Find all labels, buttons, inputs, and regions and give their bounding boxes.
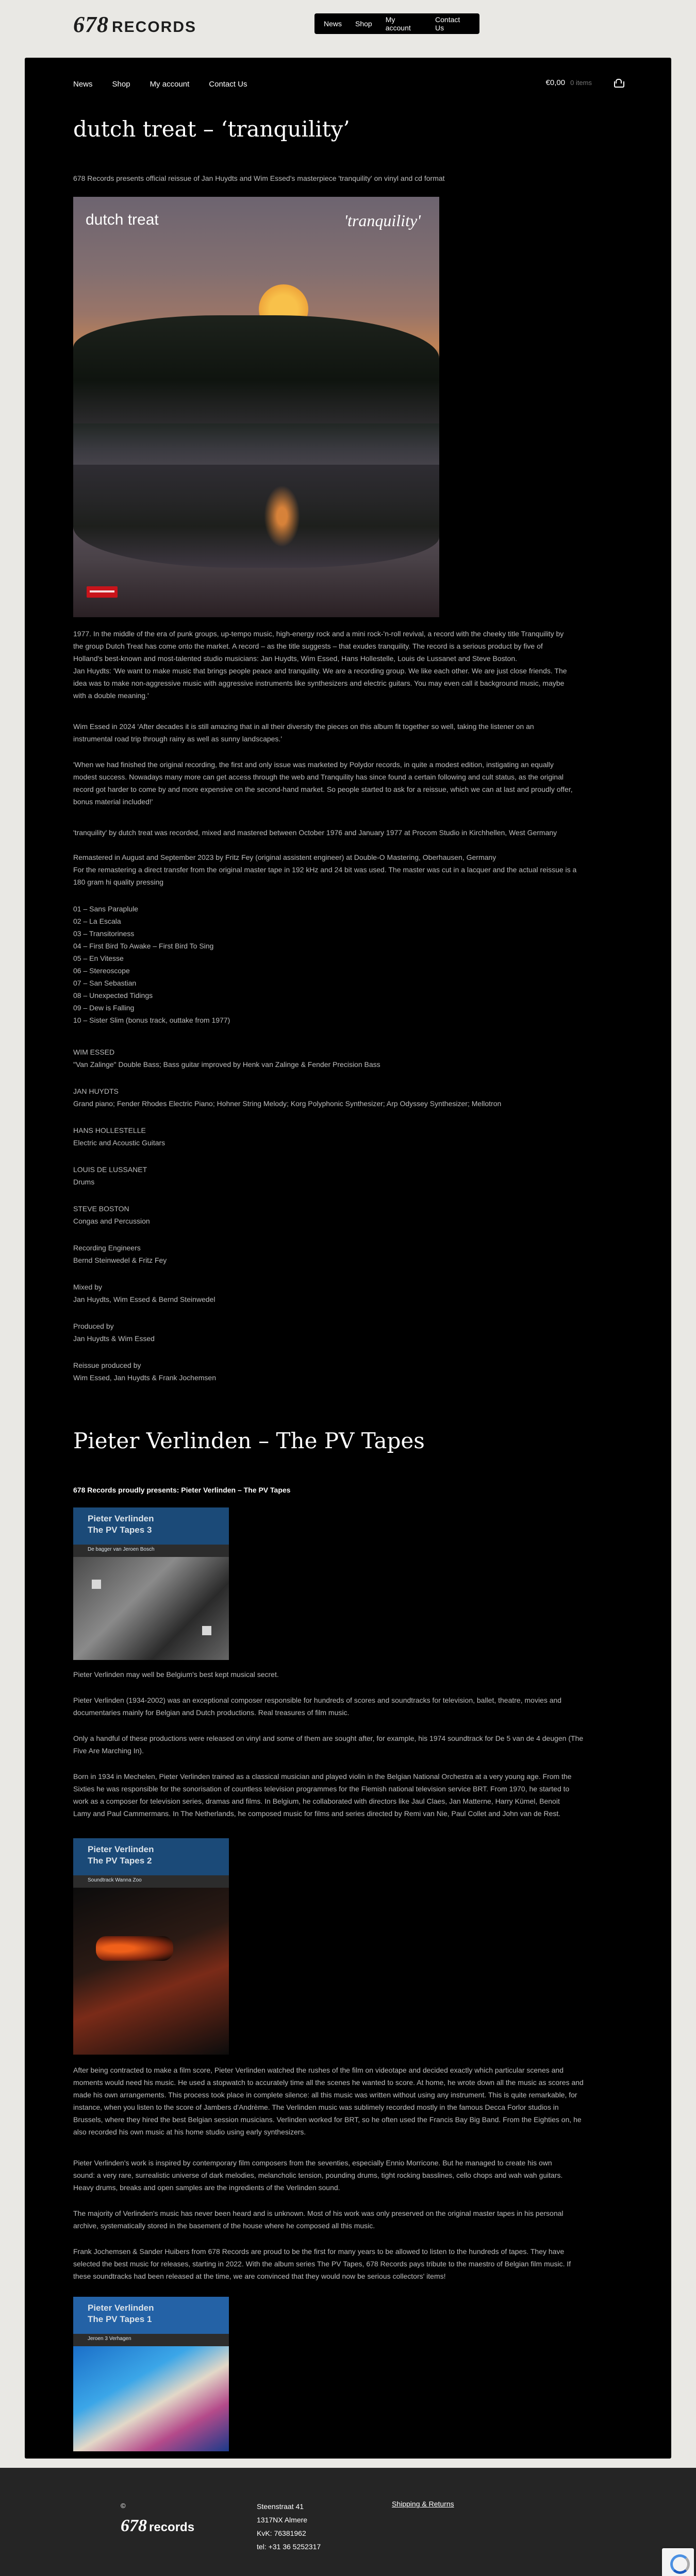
text-line: Born in 1934 in Mechelen, Pieter Verlinden trained as a classical musician and played violin in the Belgian National Orchestra at a very young age. From the: [73, 1772, 572, 1781]
pv-tapes-2-cover: [73, 1838, 229, 2055]
article2-paragraph-5: [73, 2064, 623, 2138]
credit-role: Congas and Percussion: [73, 1217, 150, 1225]
top-nav-shop[interactable]: Shop: [355, 20, 372, 28]
track-item: 05 – En Vitesse: [73, 954, 124, 962]
article2-paragraph-1: Pieter Verlinden may well be Belgium's best kept musical secret.: [73, 1670, 279, 1679]
credit-block: [73, 1046, 623, 1071]
text-line: Five Are Marching In).: [73, 1747, 144, 1755]
text-line: Pieter Verlinden (1934-2002) was an exceptional composer responsible for hundreds of scores and soundtracks for television, ballet, theatre, movies and: [73, 1696, 562, 1704]
article2-paragraph-8: [73, 2245, 623, 2282]
credit-block: [73, 1163, 623, 1188]
recaptcha-badge[interactable]: [662, 2548, 694, 2576]
credit-block: [73, 1281, 623, 1306]
credit-name: Mixed by: [73, 1283, 103, 1291]
text-line: instance, when you listen to the score of Jambers d'Andrème. The Verlinden music was sublimely recorded mostly in the famous Decca Forlor studios in: [73, 2103, 559, 2111]
text-line: Only a handful of these productions were released on vinyl and some of them are sought after, for example, his 1974 soundtrack for De 5 van de 4 deugen (The: [73, 1734, 584, 1742]
credit-role: Bernd Steinwedel & Fritz Fey: [73, 1256, 167, 1264]
cover-sun-reflection: [264, 485, 300, 547]
credit-role: Drums: [73, 1178, 95, 1186]
footer-address: [257, 2500, 321, 2553]
main-nav-my-account[interactable]: My account: [150, 79, 190, 89]
top-nav-contact[interactable]: Contact Us: [435, 15, 460, 32]
cover-square: [202, 1626, 211, 1635]
basket-icon[interactable]: [614, 79, 623, 87]
main-nav: [73, 75, 623, 93]
text-line: idea was to make non-aggressive music with aggressive instruments like synthesizers and electric guitars. You may even call it background music, maybe: [73, 679, 565, 687]
credit-role: "Van Zalinge" Double Bass; Bass guitar improved by Henk van Zalinge & Fender Precision Bass: [73, 1060, 380, 1069]
text-line: modest success. Nowadays many more can get access through the web and Tranquility has since found a certain following and cult status, as the original: [73, 773, 564, 781]
text-line: Sixties he was responsible for the sonorisation of countless television programmes for the Flemish national television service BRT. From 1970, he started to: [73, 1785, 570, 1793]
cover-trees-reflection: [73, 465, 439, 568]
top-nav: [314, 13, 479, 34]
credit-role: Electric and Acoustic Guitars: [73, 1139, 165, 1147]
cover-photo: [73, 2346, 229, 2451]
address-line: Steenstraat 41: [257, 2502, 304, 2511]
cover-sticker: [87, 586, 118, 598]
article1-paragraph-2: [73, 720, 623, 745]
text-line: the group Dutch Treat has come onto the market. A record – as the title suggests – that exudes tranquility. The record is a serious product by five of: [73, 642, 543, 650]
credit-name: Produced by: [73, 1322, 114, 1330]
site-footer: [0, 2468, 696, 2576]
cover-trees: [73, 315, 439, 423]
text-line: 180 gram hi quality pressing: [73, 878, 164, 886]
article1-intro: 678 Records presents official reissue of Jan Huydts and Wim Essed's masterpiece 'tranquility' on vinyl and cd format: [73, 174, 445, 182]
top-nav-my-account[interactable]: My account: [385, 15, 411, 32]
text-line: 1977. In the middle of the era of punk groups, up-tempo music, high-energy rock and a mini rock-'n-roll revival, a record with the cheeky title Tranquility by: [73, 630, 564, 638]
logo-suffix: RECORDS: [112, 19, 197, 36]
credit-name: HANS HOLLESTELLE: [73, 1126, 146, 1134]
text-line: Pieter Verlinden's work is inspired by contemporary film composers from the seventies, especially Ennio Morricone. But he managed to create his own: [73, 2159, 552, 2167]
article1-paragraph-4: 'tranquility' by dutch treat was recorded, mixed and mastered between October 1976 and January 1977 at Procom Studio in Kirchhellen, West Germany: [73, 828, 557, 837]
cover-band-name: dutch treat: [86, 211, 159, 228]
top-nav-news[interactable]: News: [324, 20, 342, 28]
text-line: these soundtracks had been released at the time, we are convinced that they would now be serious collectors' items!: [73, 2272, 446, 2280]
credit-block: [73, 1242, 623, 1266]
article2-lead: 678 Records proudly presents: Pieter Verlinden – The PV Tapes: [73, 1486, 291, 1494]
track-item: 01 – Sans Paraplule: [73, 905, 139, 913]
credit-block: [73, 1359, 623, 1384]
main-nav-news[interactable]: News: [73, 79, 93, 89]
text-line: 'When we had finished the original recording, the first and only issue was marketed by Polydor records, in quite a modest edition, instigating an equally: [73, 760, 554, 769]
address-line: 1317NX Almere: [257, 2516, 308, 2524]
text-line: also recorded his own music at his home studio using early synthesizers.: [73, 2128, 306, 2136]
text-line: work as a composer for television series, dramas and films. In Belgium, he collaborated with directors like Jaul Claes, Jan Matterne, Harry Kümel, Benoit: [73, 1797, 560, 1805]
text-line: Wim Essed in 2024 'After decades it is still amazing that in all their diversity the pieces on this album fit together so well, taking the listener on an: [73, 722, 534, 731]
credit-role: Grand piano; Fender Rhodes Electric Piano; Hohner String Melody; Korg Polyphonic Synthesizer; Arp Odyssey Synthesizer; Mellotron: [73, 1099, 502, 1108]
text-line: For the remastering a direct transfer from the original master tape in 192 kHz and 24 bit was used. The master was cut in a lacquer and the actual reissue is a: [73, 866, 577, 874]
address-line: KvK: 76381962: [257, 2529, 306, 2537]
cart-item-count[interactable]: 0 items: [570, 79, 592, 87]
text-line: record got harder to come by and more expensive on the second-hand market. So people started to ask for a reissue, which we can at last and proudly offer,: [73, 785, 573, 793]
article2-paragraph-2: [73, 1694, 623, 1719]
footer-logo-suffix: records: [149, 2520, 195, 2534]
credit-role: Jan Huydts & Wim Essed: [73, 1334, 155, 1343]
article1-paragraph-3: [73, 758, 623, 808]
footer-logo[interactable]: [121, 2516, 194, 2536]
credit-name: JAN HUYDTS: [73, 1087, 119, 1095]
track-item: 07 – San Sebastian: [73, 979, 137, 987]
cover-subtitle: De bagger van Jeroen Bosch: [88, 1547, 155, 1552]
article1-paragraph-5: [73, 851, 623, 888]
address-line: tel: +31 36 5252317: [257, 2543, 321, 2551]
track-item: 02 – La Escala: [73, 917, 121, 925]
track-item: 03 – Transitoriness: [73, 929, 135, 938]
text-line: bonus material included!': [73, 798, 153, 806]
text-line: Brussels, where they hired the best Belgian session musicians. Verlinden worked for BRT, so he often used the Francis Bay Big Band. From the Eighties on, he: [73, 2115, 582, 2124]
credit-block: [73, 1320, 623, 1345]
page-title: dutch treat – ‘tranquility’: [73, 116, 350, 142]
site-header: [0, 0, 696, 58]
article2-paragraph-6: [73, 2157, 623, 2194]
article2-paragraph-3: [73, 1732, 623, 1757]
footer-logo-prefix: 678: [121, 2516, 147, 2535]
cover-subtitle: Soundtrack Wanna Zoo: [88, 1877, 142, 1883]
track-item: 08 – Unexpected Tidings: [73, 991, 153, 999]
article2-paragraph-4: [73, 1770, 623, 1820]
pv-tapes-3-cover: [73, 1507, 229, 1660]
cover-artist: Pieter Verlinden: [88, 1844, 154, 1854]
cover-volume: The PV Tapes 3: [88, 1525, 152, 1535]
text-line: Lamy and Paul Cammermans. In The Netherlands, he composed music for films and series directed by Remi van Nie, Paul Collet and John van de Rest.: [73, 1809, 561, 1818]
credit-name: WIM ESSED: [73, 1048, 115, 1056]
text-line: moments would need his music. He used a stopwatch to accurately time all the scenes he wanted to score. At home, he wrote down all the music as scores and: [73, 2078, 584, 2087]
cover-artist: Pieter Verlinden: [88, 2303, 154, 2313]
main-nav-shop[interactable]: Shop: [112, 79, 130, 89]
cover-photo: [73, 1888, 229, 2055]
text-line: Remastered in August and September 2023 by Fritz Fey (original assistent engineer) at Double-O Mastering, Oberhausen, Germany: [73, 853, 496, 861]
credit-role: Jan Huydts, Wim Essed & Bernd Steinwedel: [73, 1295, 216, 1303]
track-item: 10 – Sister Slim (bonus track, outtake from 1977): [73, 1016, 230, 1024]
text-line: sound: a very rare, surrealistic universe of dark melodies, melancholic tension, pounding drums, tight rocking basslines, cello chops and wah wah guitars.: [73, 2171, 563, 2179]
text-line: After being contracted to make a film score, Pieter Verlinden watched the rushes of the film on videotape and decided exactly which particular scenes and: [73, 2066, 564, 2074]
tracklist: [73, 903, 623, 1026]
text-line: Frank Jochemsen & Sander Huibers from 678 Records are proud to be the first for many years to be allowed to listen to the hundreds of tapes. They have: [73, 2247, 565, 2256]
cover-artist: Pieter Verlinden: [88, 1514, 154, 1523]
site-logo[interactable]: [73, 11, 196, 38]
cover-photo: [73, 1557, 229, 1660]
text-line: The majority of Verlinden's music has never been heard and is unknown. Most of his work was only preserved on the original master tapes in his personal: [73, 2209, 564, 2217]
cover-volume: The PV Tapes 1: [88, 2314, 152, 2324]
text-line: selected the best music for releases, starting in 2022. With the album series The PV Tapes, 678 Records pays tribute to the maestro of Belgian film music. If: [73, 2260, 571, 2268]
credit-name: Recording Engineers: [73, 1244, 141, 1252]
cover-sunglasses: [96, 1936, 173, 1961]
track-item: 04 – First Bird To Awake – First Bird To Sing: [73, 942, 214, 950]
article2-paragraph-7: [73, 2207, 623, 2232]
credit-name: STEVE BOSTON: [73, 1205, 129, 1213]
text-line: with a double meaning.': [73, 691, 149, 700]
shipping-returns-link[interactable]: Shipping & Returns: [392, 2500, 454, 2508]
track-item: 06 – Stereoscope: [73, 967, 130, 975]
text-line: instrumental road trip through rainy as well as sunny landscapes.': [73, 735, 282, 743]
article1-paragraph-1: [73, 628, 623, 702]
cover-album-name: 'tranquility': [344, 211, 421, 230]
credit-block: [73, 1124, 623, 1149]
text-line: Holland's best-known and most-talented studio musicians: Jan Huydts, Wim Essed, Hans Hollestelle, Louis de Lussanet and Steve Boston.: [73, 654, 518, 663]
credit-name: Reissue produced by: [73, 1361, 141, 1369]
text-line: archive, systematically stored in the basement of the house where he composed all this music.: [73, 2222, 375, 2230]
credit-block: [73, 1202, 623, 1227]
cart-amount[interactable]: €0,00: [545, 78, 566, 87]
copyright-symbol: ©: [121, 2502, 126, 2510]
text-line: documentaries mainly for Belgian and Dutch productions. Real treasures of film music.: [73, 1708, 350, 1717]
cover-subtitle: Jeroen 3 Verhagen: [88, 2336, 131, 2342]
main-panel: [25, 58, 671, 2459]
logo-prefix: 678: [73, 12, 109, 37]
credit-block: [73, 1085, 623, 1110]
text-line: Jan Huydts: 'We want to make music that brings people peace and tranquility. We are a recording group. We like each other. We are just close friends. The: [73, 667, 567, 675]
cover-square: [92, 1580, 101, 1589]
album-cover-tranquility: [73, 197, 439, 617]
credit-role: Wim Essed, Jan Huydts & Frank Jochemsen: [73, 1374, 216, 1382]
credit-name: LOUIS DE LUSSANET: [73, 1165, 147, 1174]
article2-title: Pieter Verlinden – The PV Tapes: [73, 1428, 425, 1453]
cover-volume: The PV Tapes 2: [88, 1856, 152, 1866]
pv-tapes-1-cover: [73, 2297, 229, 2451]
text-line: made his own arrangements. This process took place in complete silence: all this music was written without using any instrument. This is quite remarkable, for: [73, 2091, 577, 2099]
text-line: Heavy drums, breaks and open samples are the ingredients of the Verlinden sound.: [73, 2183, 340, 2192]
track-item: 09 – Dew is Falling: [73, 1004, 135, 1012]
main-nav-contact[interactable]: Contact Us: [209, 79, 247, 89]
cart-widget[interactable]: [546, 78, 623, 87]
